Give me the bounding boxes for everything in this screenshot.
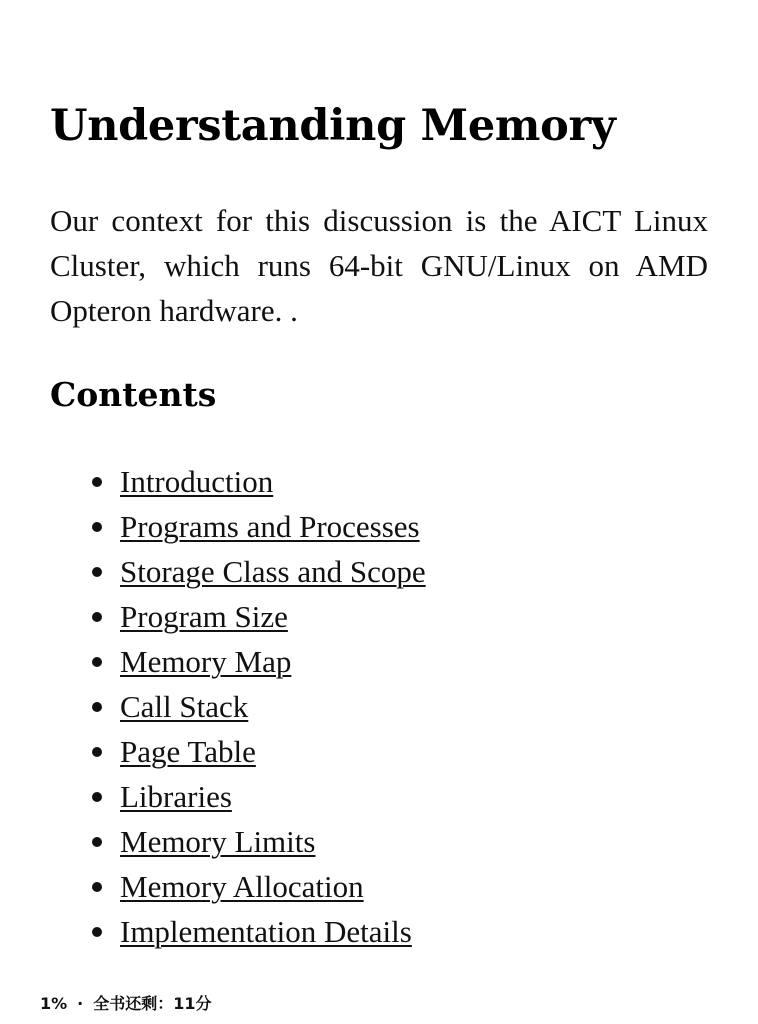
toc-item-memory-allocation xyxy=(50,864,426,909)
contents-heading: Contents xyxy=(50,375,217,414)
bullet-icon xyxy=(92,477,102,487)
footer-separator: · xyxy=(77,994,84,1013)
bullet-icon xyxy=(92,567,102,577)
bullet-icon xyxy=(92,837,102,847)
toc-item-implementation-details xyxy=(50,909,426,954)
bullet-icon xyxy=(92,882,102,892)
toc-link-introduction[interactable]: Introduction xyxy=(120,464,274,499)
toc-link-memory-limits[interactable]: Memory Limits xyxy=(120,824,316,859)
toc-link-programs-and-processes[interactable]: Programs and Processes xyxy=(120,509,420,544)
toc-item-call-stack xyxy=(50,684,426,729)
toc-item-memory-limits xyxy=(50,819,426,864)
toc-item-program-size xyxy=(50,594,426,639)
toc-item-storage-class-and-scope xyxy=(50,549,426,594)
toc-item-introduction xyxy=(50,459,426,504)
contents-list xyxy=(50,459,426,954)
toc-link-libraries[interactable]: Libraries xyxy=(120,779,232,814)
bullet-icon xyxy=(92,747,102,757)
toc-item-libraries xyxy=(50,774,426,819)
chapter-title: Understanding Memory xyxy=(50,101,616,151)
bullet-icon xyxy=(92,702,102,712)
reading-progress-footer xyxy=(40,992,212,1016)
bullet-icon xyxy=(92,612,102,622)
bullet-icon xyxy=(92,522,102,532)
toc-link-memory-allocation[interactable]: Memory Allocation xyxy=(120,869,364,904)
toc-link-memory-map[interactable]: Memory Map xyxy=(120,644,292,679)
progress-percent: 1% xyxy=(40,994,68,1013)
bullet-icon xyxy=(92,657,102,667)
toc-link-implementation-details[interactable]: Implementation Details xyxy=(120,914,412,949)
toc-link-program-size[interactable]: Program Size xyxy=(120,599,288,634)
bullet-icon xyxy=(92,927,102,937)
bullet-icon xyxy=(92,792,102,802)
toc-item-memory-map xyxy=(50,639,426,684)
toc-item-programs-and-processes xyxy=(50,504,426,549)
time-remaining: 全书还剩：11分 xyxy=(93,994,212,1013)
toc-link-page-table[interactable]: Page Table xyxy=(120,734,256,769)
toc-link-storage-class-and-scope[interactable]: Storage Class and Scope xyxy=(120,554,426,589)
toc-link-call-stack[interactable]: Call Stack xyxy=(120,689,249,724)
toc-item-page-table xyxy=(50,729,426,774)
chapter-intro-paragraph: Our context for this discussion is the AICT Linux Cluster, which runs 64-bit GNU/Linux on AMD Opteron hardware. . xyxy=(50,203,708,328)
